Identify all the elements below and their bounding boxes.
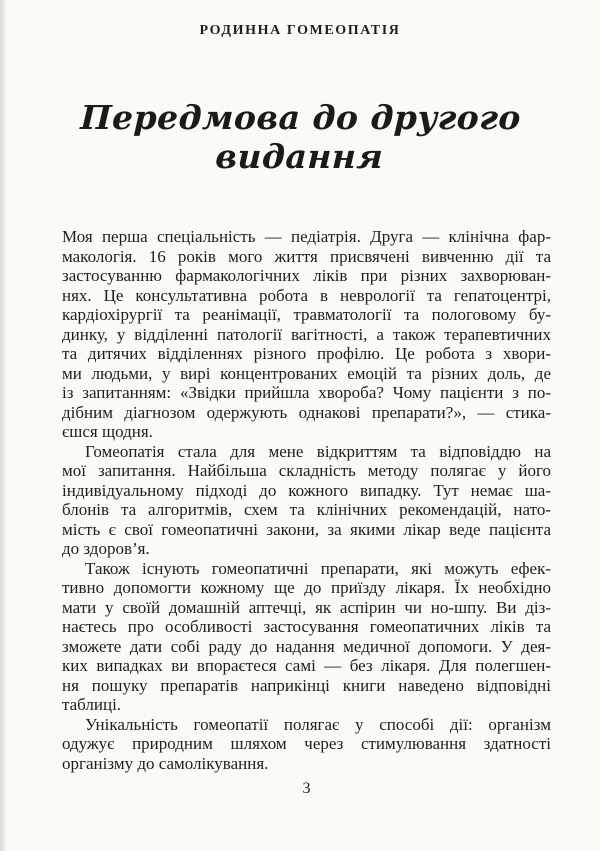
text-line: кардіохірургії та реанімації, травматології та пологовому бу-	[62, 305, 551, 324]
text-line: застосуванню фармакологічних ліків при різних захворюван-	[62, 266, 551, 285]
text-line: Також існують гомеопатичні препарати, які можуть ефек-	[85, 558, 551, 578]
text-line: організму до самолікування.	[62, 753, 269, 773]
text-line: індивідуальному підході до кожного випадку. Тут немає ша-	[62, 480, 551, 500]
text-line: Моя перша спеціальність — педіатрія. Друга — клінічна фар-	[62, 227, 551, 246]
text-line: тивно допомогти кожному ще до приїзду лікаря. Їх необхідно	[62, 578, 551, 597]
text-line: мати у своїй домашній аптечці, як аспірин чи но-шпу. Ви діз-	[62, 597, 551, 617]
text-line: динку, у відділенні патології вагітності, а також терапевтичних	[62, 324, 551, 344]
paragraph	[62, 442, 551, 559]
text-line: наєтесь про особливості застосування гомеопатичних ліків та	[62, 617, 551, 636]
chapter-title: Передмова до другого видання	[79, 98, 522, 176]
text-line: мої запитання. Найбільша складність методу полягає у його	[62, 461, 551, 480]
page-number: 3	[302, 780, 311, 797]
text-line: Унікальність гомеопатії полягає у способі дії: організм	[85, 714, 551, 734]
text-line: ня пошуку препаратів наприкінці книги наведено відповідні	[62, 675, 551, 695]
text-line: ких випадках ви впораєтеся самі — без лікаря. Для полегшен-	[62, 656, 551, 675]
text-line: дібним діагнозом одержують однакові препарати?», — стика-	[62, 402, 551, 422]
text-line: єшся щодня.	[62, 422, 153, 441]
text-line: одужує природним шляхом через стимулювання здатності	[62, 734, 551, 753]
paragraph	[62, 559, 551, 715]
text-line: із запитанням: «Звідки прийшла хвороба? Чому пацієнти з по-	[62, 383, 551, 402]
text-line: таблиці.	[62, 695, 122, 714]
text-line: Гомеопатія стала для мене відкриттям та відповіддю на	[85, 441, 551, 461]
text-line: ми людьми, у вирі концентрованих емоцій та різних доль, де	[62, 363, 551, 383]
paragraph	[62, 227, 551, 442]
running-header: РОДИННА ГОМЕОПАТІЯ	[199, 23, 401, 38]
body-text	[62, 227, 551, 773]
text-line: та дитячих відділеннях різного профілю. Це робота з хвори-	[62, 344, 551, 363]
paragraph	[62, 715, 551, 774]
text-line: нях. Це консультативна робота в неврології та гепатоцентрі,	[62, 285, 551, 305]
text-line: блонів та алгоритмів, схем та клінічних рекомендацій, нато-	[62, 500, 551, 519]
text-line: до здоров’я.	[62, 539, 150, 558]
text-line: макологія. 16 років мого життя присвячені вивченню дії та	[62, 246, 551, 266]
text-line: мість є свої гомеопатичні закони, за якими лікар веде пацієнта	[62, 519, 551, 539]
text-line: зможете дати собі раду до надання медичної допомоги. У дея-	[62, 636, 551, 656]
